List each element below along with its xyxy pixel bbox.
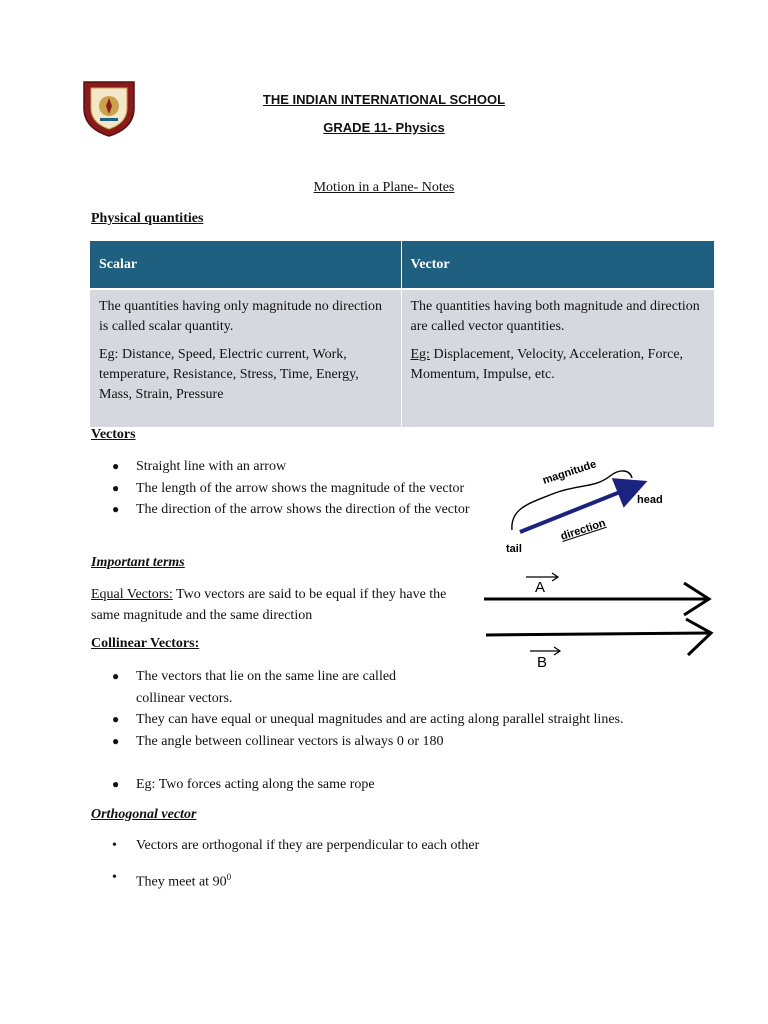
bullet-icon: ● xyxy=(112,669,120,683)
table-header-row xyxy=(90,241,714,289)
list-item xyxy=(91,456,501,478)
list-item-text: The direction of the arrow shows the direction of the vector xyxy=(136,502,470,517)
vector-definition: The quantities having both magnitude and direction are called vector quantities. xyxy=(410,299,700,334)
list-item-text: The angle between collinear vectors is always 0 or 180 xyxy=(136,733,444,749)
table-row xyxy=(90,289,714,427)
magnitude-curve xyxy=(512,471,632,530)
list-item xyxy=(91,835,731,857)
list-item xyxy=(91,731,731,753)
list-item xyxy=(91,666,416,709)
vector-b-label: B xyxy=(537,654,548,671)
list-item-text: They meet at 90 xyxy=(136,874,227,890)
list-item xyxy=(91,478,501,500)
head-label: head xyxy=(637,494,663,506)
list-item xyxy=(91,774,731,796)
table-header-vector: Vector xyxy=(401,241,714,289)
school-name: THE INDIAN INTERNATIONAL SCHOOL xyxy=(262,92,506,107)
bullet-icon: • xyxy=(112,838,117,853)
direction-label: direction xyxy=(559,517,608,543)
bullet-icon: ● xyxy=(112,733,120,748)
grade-subject: GRADE 11- Physics xyxy=(323,120,445,135)
scalar-examples: Eg: Distance, Speed, Electric current, Work, temperature, Resistance, Stress, Time, Energy, Mass, Strain, Pressure xyxy=(99,347,359,402)
orthogonal-vector-heading: Orthogonal vector xyxy=(91,807,197,822)
collinear-vectors-heading: Collinear Vectors: xyxy=(91,636,200,651)
magnitude-label: magnitude xyxy=(541,458,598,487)
vector-a-label: A xyxy=(535,579,546,596)
vector-eg-label: Eg: xyxy=(410,347,430,362)
bullet-icon: ● xyxy=(112,502,120,516)
bullet-icon: • xyxy=(112,869,117,885)
collinear-bullet-list xyxy=(91,666,731,752)
degree-superscript: 0 xyxy=(226,871,232,882)
document-title: Motion in a Plane- Notes xyxy=(313,180,455,195)
bullet-icon: ● xyxy=(112,712,120,726)
list-item xyxy=(91,709,731,731)
equal-vectors-text: Two vectors are said to be equal if they have the same magnitude and the same direction xyxy=(91,587,447,623)
vector-illustration xyxy=(500,448,665,558)
list-item-text: Straight line with an arrow xyxy=(136,459,287,474)
vector-examples: Displacement, Velocity, Acceleration, Force, Momentum, Impulse, etc. xyxy=(410,347,684,382)
list-item-text: They can have equal or unequal magnitudes and are acting along parallel straight lines. xyxy=(136,712,624,727)
list-item-text: The length of the arrow shows the magnitude of the vector xyxy=(136,480,465,496)
list-item-text: Eg: Two forces acting along the same rope xyxy=(136,777,375,792)
orthogonal-bullet-list xyxy=(91,835,731,903)
physical-quantities-heading: Physical quantities xyxy=(91,211,204,226)
vectors-heading: Vectors xyxy=(91,427,136,442)
list-item-text: The vectors that lie on the same line are called collinear vectors. xyxy=(136,669,397,706)
vector-examples-para xyxy=(411,345,706,385)
vector-b-arrowhead xyxy=(686,619,711,655)
list-item xyxy=(91,499,501,521)
vector-cell xyxy=(401,289,714,427)
equal-vectors-definition xyxy=(91,584,471,626)
important-terms-heading: Important terms xyxy=(91,555,185,570)
list-item xyxy=(91,867,731,893)
bullet-icon: ● xyxy=(112,480,120,495)
scalar-definition: The quantities having only magnitude no direction is called scalar quantity. xyxy=(99,299,383,334)
tail-label: tail xyxy=(506,543,522,555)
collinear-example-list xyxy=(91,774,731,796)
list-item-text: Vectors are orthogonal if they are perpendicular to each other xyxy=(136,838,480,853)
table-header-scalar: Scalar xyxy=(90,241,401,289)
equal-vectors-label: Equal Vectors: xyxy=(91,587,173,602)
bullet-icon: ● xyxy=(112,777,120,791)
bullet-icon: ● xyxy=(112,459,120,473)
equal-vectors-figure xyxy=(480,565,720,675)
vectors-bullet-list xyxy=(91,456,501,521)
scalar-vector-table xyxy=(90,241,714,427)
vector-b-arrow xyxy=(486,633,710,635)
scalar-cell xyxy=(90,289,401,427)
